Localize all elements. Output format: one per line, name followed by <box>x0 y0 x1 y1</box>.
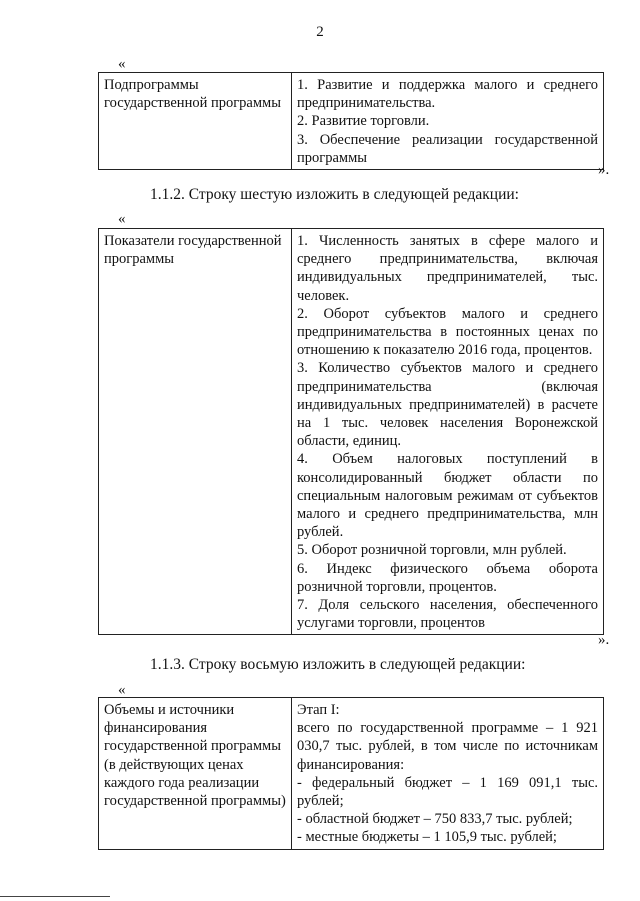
table-indicators <box>98 228 604 635</box>
open-quote-3: « <box>118 682 126 698</box>
close-quote-2: ». <box>598 632 610 648</box>
row-content <box>292 698 604 850</box>
list-item: - местные бюджеты – 1 105,9 тыс. рублей; <box>297 829 557 846</box>
list-item: 5. Оборот розничной торговли, млн рублей. <box>297 542 567 559</box>
row-content <box>292 73 604 170</box>
open-quote-1: « <box>118 56 126 72</box>
list-item: - федеральный бюджет – 1 169 091,1 тыс. рублей; <box>297 774 598 810</box>
list-item: 3. Обеспечение реализации государственной программы <box>297 131 598 166</box>
list-item: 6. Индекс физического объема оборота розничной торговли, процентов. <box>297 560 598 595</box>
list-item: Этап I: <box>297 702 340 718</box>
table-row <box>99 73 604 170</box>
row-label: Подпрограммы государственной программы <box>99 73 292 170</box>
row-content <box>292 229 604 635</box>
close-quote-1: ». <box>598 162 610 178</box>
row-label: Показатели государственной программы <box>99 229 292 635</box>
paragraph-1-1-2: 1.1.2. Строку шестую изложить в следующей редакции: <box>150 186 519 203</box>
table-row <box>99 698 604 850</box>
list-item: 1. Численность занятых в сфере малого и среднего предпринимательства, включая индивидуальных предпринимателей, тыс. человек. <box>297 233 598 304</box>
list-item: 2. Развитие торговли. <box>297 113 430 130</box>
page-number: 2 <box>316 24 324 40</box>
list-item: 2. Оборот субъектов малого и среднего предпринимательства в постоянных ценах по отношению к показателю 2016 года, процентов. <box>297 305 598 359</box>
list-item: 7. Доля сельского населения, обеспеченного услугами торговли, процентов <box>297 597 598 632</box>
list-item: 1. Развитие и поддержка малого и среднего предпринимательства. <box>297 77 598 112</box>
table-subprograms <box>98 72 604 170</box>
list-item: всего по государственной программе – 1 921 030,7 тыс. рублей, в том числе по источникам финансирования: <box>297 720 598 773</box>
footnote-divider <box>0 896 110 897</box>
table-row <box>99 229 604 635</box>
open-quote-2: « <box>118 211 126 227</box>
table-financing <box>98 697 604 850</box>
list-item: 3. Количество субъектов малого и среднего предпринимательства (включая индивидуальных предпринимателей) в расчете на 1 тыс. человек населения Воронежской области, единиц. <box>297 360 598 450</box>
list-item: - областной бюджет – 750 833,7 тыс. рублей; <box>297 811 573 828</box>
list-item: 4. Объем налоговых поступлений в консолидированный бюджет области по специальным налоговым режимам от субъектов малого и среднего предпринимательства, млн рублей. <box>297 451 598 541</box>
paragraph-1-1-3: 1.1.3. Строку восьмую изложить в следующей редакции: <box>150 656 526 673</box>
row-label: Объемы и источники финансирования государственной программы (в действующих ценах каждого года реализации государственной программы) <box>99 698 292 850</box>
